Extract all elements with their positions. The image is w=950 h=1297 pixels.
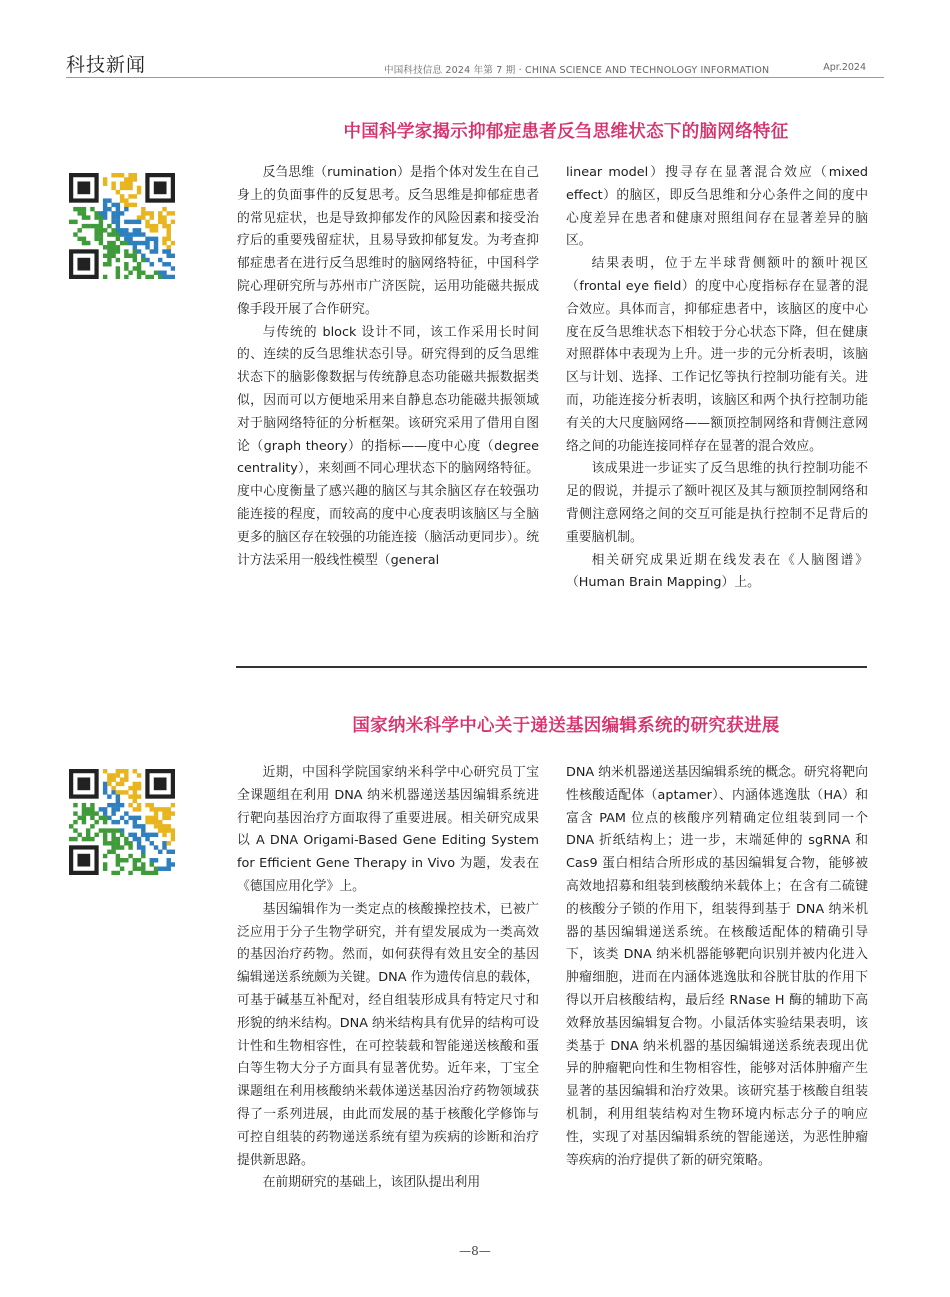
article1-paragraph: 反刍思维（rumination）是指个体对发生在自己身上的负面事件的反复思考。反刍思维是抑郁症患者的常见症状，也是导致抑郁发作的风险因素和接受治疗后的重要残留症状，且易导致抑郁复发。为考查抑郁症患者在进行反刍思维时的脑网络特征，中国科学院心理研究所与苏州市广济医院，运用功能磁共振成像手段开展了合作研究。 xyxy=(237,165,539,317)
article1-paragraph: 相关研究成果近期在线发表在《人脑图谱》（Human Brain Mapping）上。 xyxy=(566,552,868,591)
article1-qr-code xyxy=(69,173,175,279)
journal-info: 中国科技信息 2024 年第 7 期 · CHINA SCIENCE AND TECHNOLOGY INFORMATION xyxy=(384,65,770,76)
article1-column-left xyxy=(237,162,539,572)
article2-paragraph: 基因编辑作为一类定点的核酸操控技术，已被广泛应用于分子生物学研究，并有望发展成为一类高效的基因治疗药物。然而，如何获得有效且安全的基因编辑递送系统颇为关键。DNA 作为遗传信息的载体，可基于碱基互补配对，经自组装形成具有特定尺寸和形貌的纳米结构。DNA 纳米结构具有优异的结构可设计性和生物相容性，在可控装载和智能递送核酸和蛋白等生物大分子方面具有显著优势。近年来，丁宝全课题组在利用核酸纳米载体递送基因治疗药物领域获得了一系列进展，由此而发展的基于核酸化学修饰与可控自组装的药物递送系统有望为疾病的诊断和治疗提供新思路。 xyxy=(237,901,539,1168)
header-rule xyxy=(66,77,884,78)
article1-paragraph: 结果表明，位于左半球背侧额叶的额叶视区（frontal eye field）的度中心度指标存在显著的混合效应。具体而言，抑郁症患者中，该脑区的度中心度在反刍思维状态下相较于分心状态下降，但在健康对照群体中表现为上升。进一步的元分析表明，该脑区与计划、选择、工作记忆等执行控制功能有关。进而，功能连接分析表明，该脑区和两个执行控制功能有关的大尺度脑网络——额顶控制网络和背侧注意网络之间的功能连接同样存在显著的混合效应。 xyxy=(566,256,868,454)
article1-paragraph: 与传统的 block 设计不同，该工作采用长时间的、连续的反刍思维状态引导。研究得到的反刍思维状态下的脑影像数据与传统静息态功能磁共振数据类似，因而可以方便地采用来自静息态功能磁共振领域对于脑网络特征的分析框架。该研究采用了借用自图论（graph theory）的指标——度中心度（degree centrality），来刻画不同心理状态下的脑网络特征。度中心度衡量了感兴趣的脑区与其余脑区存在较强功能连接的程度，而较高的度中心度表明该脑区与全脑更多的脑区存在较强的功能连接（脑活动更同步）。统计方法采用一般线性模型（general xyxy=(237,324,539,568)
article2-column-left xyxy=(237,762,539,1195)
article1-column-right xyxy=(566,162,868,595)
article2-paragraph: 在前期研究的基础上，该团队提出利用 xyxy=(262,1175,481,1191)
article2-paragraph: DNA 纳米机器递送基因编辑系统的概念。研究将靶向性核酸适配体（aptamer）、内涵体逃逸肽（HA）和富含 PAM 位点的核酸序列精确定位组装到同一个 DNA 折纸结构上；进一步，末端延伸的 sgRNA 和 Cas9 蛋白相结合所形成的基因编辑复合物，能够被高效地招募和组装到核酸纳米载体上；在含有二硫键的核酸分子锁的作用下，组装得到基于 DNA 纳米机器的基因编辑递送系统。在核酸适配体的精确引导下，该类 DNA 纳米机器能够靶向识别并被内化进入肿瘤细胞，进而在内涵体逃逸肽和谷胱甘肽的作用下得以开启核酸结构，最后经 RNase H 酶的辅助下高效释放基因编辑复合物。小鼠活体实验结果表明，该类基于 DNA 纳米机器的基因编辑递送系统表现出优异的肿瘤靶向性和生物相容性，能够对活体肿瘤产生显著的基因编辑和治疗效果。该研究基于核酸自组装机制，利用组装结构对生物环境内标志分子的响应性，实现了对基因编辑系统的智能递送，为恶性肿瘤等疾病的治疗提供了新的研究策略。 xyxy=(566,765,868,1168)
article2-title: 国家纳米科学中心关于递送基因编辑系统的研究获进展 xyxy=(352,716,780,736)
article1-paragraph: 该成果进一步证实了反刍思维的执行控制功能不足的假说，并提示了额叶视区及其与额顶控制网络和背侧注意网络之间的交互可能是执行控制不足背后的重要脑机制。 xyxy=(566,461,868,545)
article2-qr-code xyxy=(69,769,175,875)
page-number: —8— xyxy=(459,1244,491,1258)
section-label: 科技新闻 xyxy=(66,54,147,76)
issue-date: Apr.2024 xyxy=(823,62,866,73)
article2-paragraph: 近期，中国科学院国家纳米科学中心研究员丁宝全课题组在利用 DNA 纳米机器递送基因编辑系统进行靶向基因治疗方面取得了重要进展。相关研究成果以 A DNA Origami-Based Gene Editing System for Efficient Gene Therapy in Vivo 为题，发表在《德国应用化学》上。 xyxy=(237,765,539,894)
article2-column-right xyxy=(566,762,868,1172)
article1-title: 中国科学家揭示抑郁症患者反刍思维状态下的脑网络特征 xyxy=(343,122,789,142)
article-divider xyxy=(236,666,867,668)
article1-paragraph: linear model）搜寻存在显著混合效应（mixed effect）的脑区，即反刍思维和分心条件之间的度中心度差异在患者和健康对照组间存在显著差异的脑区。 xyxy=(566,165,868,249)
